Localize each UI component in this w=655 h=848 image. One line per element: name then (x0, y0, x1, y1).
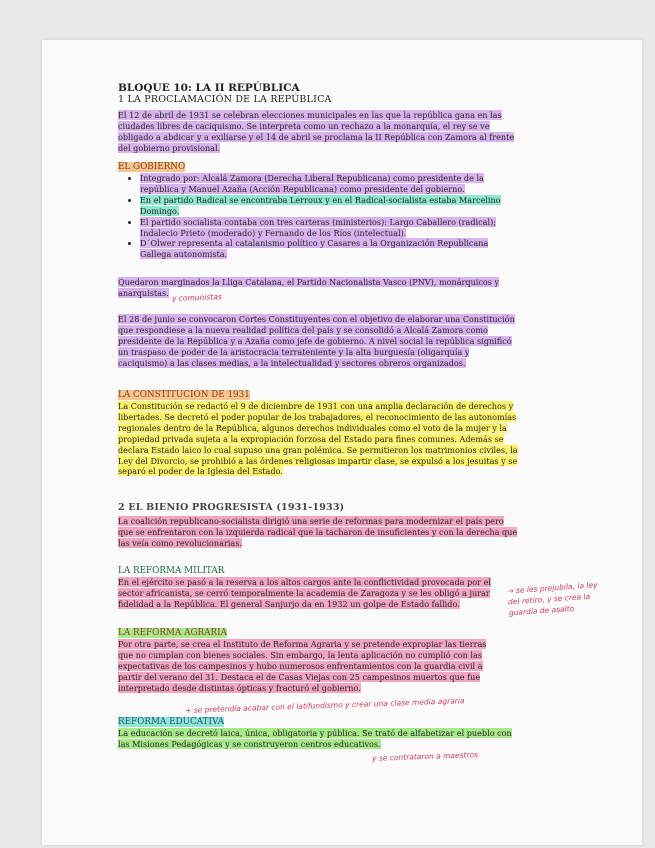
section1-text: El 12 de abril de 1931 se celebran elecciones municipales en las que la república gana en las ciudades libres de caciquismo. Se interpreta como un rechazo a la monarquía, el rey se ve obligado a abdicar y a exiliarse y el 14 de abril se proclama la II República con Zamora al frente del gobierno provisional. (118, 110, 515, 153)
militar-paragraph (118, 577, 498, 610)
constitucion-title: LA CONSTITUCIÓN DE 1931 (118, 390, 250, 400)
gobierno-item: • En el partido Radical se encontraba Lerroux y en el Radical-socialista estaba Marcelino Domingo. (140, 195, 518, 217)
gobierno-item: • D´Olwer representa al catalanismo político y Casares a la Organización Republicana Gallega autonomista. (140, 238, 518, 260)
agraria-paragraph (118, 639, 503, 694)
section2-text: La coalición republicano-socialista dirigió una serie de reformas para modernizar el país pero que se enfrentaron con la izquierda radical que la tacharon de insuficientes y con la derecha que las veía como revolucionarias. (118, 516, 518, 548)
gobierno-title: EL GOBIERNO (118, 162, 186, 172)
agraria-title-wrap (118, 628, 518, 638)
educativa-title-wrap (118, 717, 518, 727)
militar-title: LA REFORMA MILITAR (118, 566, 225, 576)
agraria-title: LA REFORMA AGRARIA (118, 628, 227, 638)
handnote-educativa: y se contrataron a maestros (371, 750, 479, 763)
constitucion-text: La Constitución se redactó el 9 de diciembre de 1931 con una amplia declaración de derechos y libertades. Se decretó el poder popular de los trabajadores, el reconocimiento de las autonomías regionales dentro de la República, algunos derechos individuales como el voto de la mujer y la propiedad privada sujeta a la expropiación forzosa del Estado para fines comunes. Además se declara Estado laico lo cual supuso una gran polémica. Se permitieron los matrimonios civiles, la Ley del Divorcio, se prohibió a las órdenes religiosas impartir clase, se expulsó a los jesuitas y se separó el poder de la Iglesia del Estado. (118, 401, 518, 477)
handnote-agraria: + se pretendía acabar con el latifundismo y crear una clase media agraria (184, 696, 465, 715)
constitucion-title-wrap (118, 390, 518, 400)
gobierno-title-wrap (118, 162, 518, 172)
militar-text: En el ejército se pasó a la reserva a los altos cargos ante la conflictividad provocada por el sector africanista, se cerró temporalmente la academia de Zaragoza y se les obligó a jurar fidelidad a la República. El general Sanjurjo da en 1932 un golpe de Estado fallido. (118, 577, 491, 609)
agraria-text: Por otra parte, se crea el Instituto de Reforma Agraria y se pretende expropiar las tierras que no cumplan con bienes sociales. Sin embargo, la lenta aplicación no cumplió con las expectativas de los campesinos y hubo numerosos enfrentamientos con la guardia civil a partir del verano del 31. Destaca el de Casas Viejas con 25 campesinos muertos que fue interpretado desde distintas ópticas y fracturó el gobierno. (118, 639, 487, 693)
educativa-title: REFORMA EDUCATIVA (118, 717, 225, 727)
doc-title-block (118, 82, 518, 105)
marginados-text: Quedaron marginados la Lliga Catalana, el Partido Nacionalista Vasco (PNV), monárquicos y anarquistas. (118, 277, 500, 298)
junio-text: El 28 de junio se convocaron Cortes Constituyentes con el objetivo de elaborar una Constitución que respondiese a la nueva realidad política del país y se consolidó a Alcalá Zamora como presidente de la República y a Azaña como jefe de gobierno. A nivel social la república significó un traspaso de poder de la aristocracia terrateniente y la alta burguesía (oligarquía y caciquismo) a las clases medias, a la intelectualidad y sectores obreros organizados. (118, 314, 515, 368)
educativa-paragraph (118, 728, 518, 750)
section2-title: 2 EL BIENIO PROGRESISTA (1931-1933) (118, 502, 345, 513)
doc-title: BLOQUE 10: LA II REPÚBLICA (118, 82, 300, 94)
section1-paragraph (118, 110, 518, 154)
gobierno-item: • Integrado por: Alcalá Zamora (Derecha Liberal Republicana) como presidente de la república y Manuel Azaña (Acción Republicana) como presidente del gobierno. (140, 173, 518, 195)
handnote-comunistas: y comunistas (171, 292, 222, 303)
junio-paragraph (118, 314, 518, 369)
constitucion-paragraph (118, 401, 518, 477)
handnote-margin-militar: → se les prejubila, la ley del retiro, y se crea la guardia de asalto (507, 580, 598, 618)
section1-title: 1 LA PROCLAMACIÓN DE LA REPÚBLICA (118, 94, 332, 105)
section2-paragraph (118, 516, 518, 549)
gobierno-list (118, 173, 518, 260)
gobierno-item: • El partido socialista contaba con tres carteras (ministerios): Largo Caballero (radical); Indalecio Prieto (moderado) y Fernando de los Ríos (intelectual). (140, 217, 518, 239)
educativa-text: La educación se decretó laica, única, obligatoria y pública. Se trató de alfabetizar el pueblo con las Misiones Pedagógicas y se construyeron centros educativos. (118, 728, 512, 749)
